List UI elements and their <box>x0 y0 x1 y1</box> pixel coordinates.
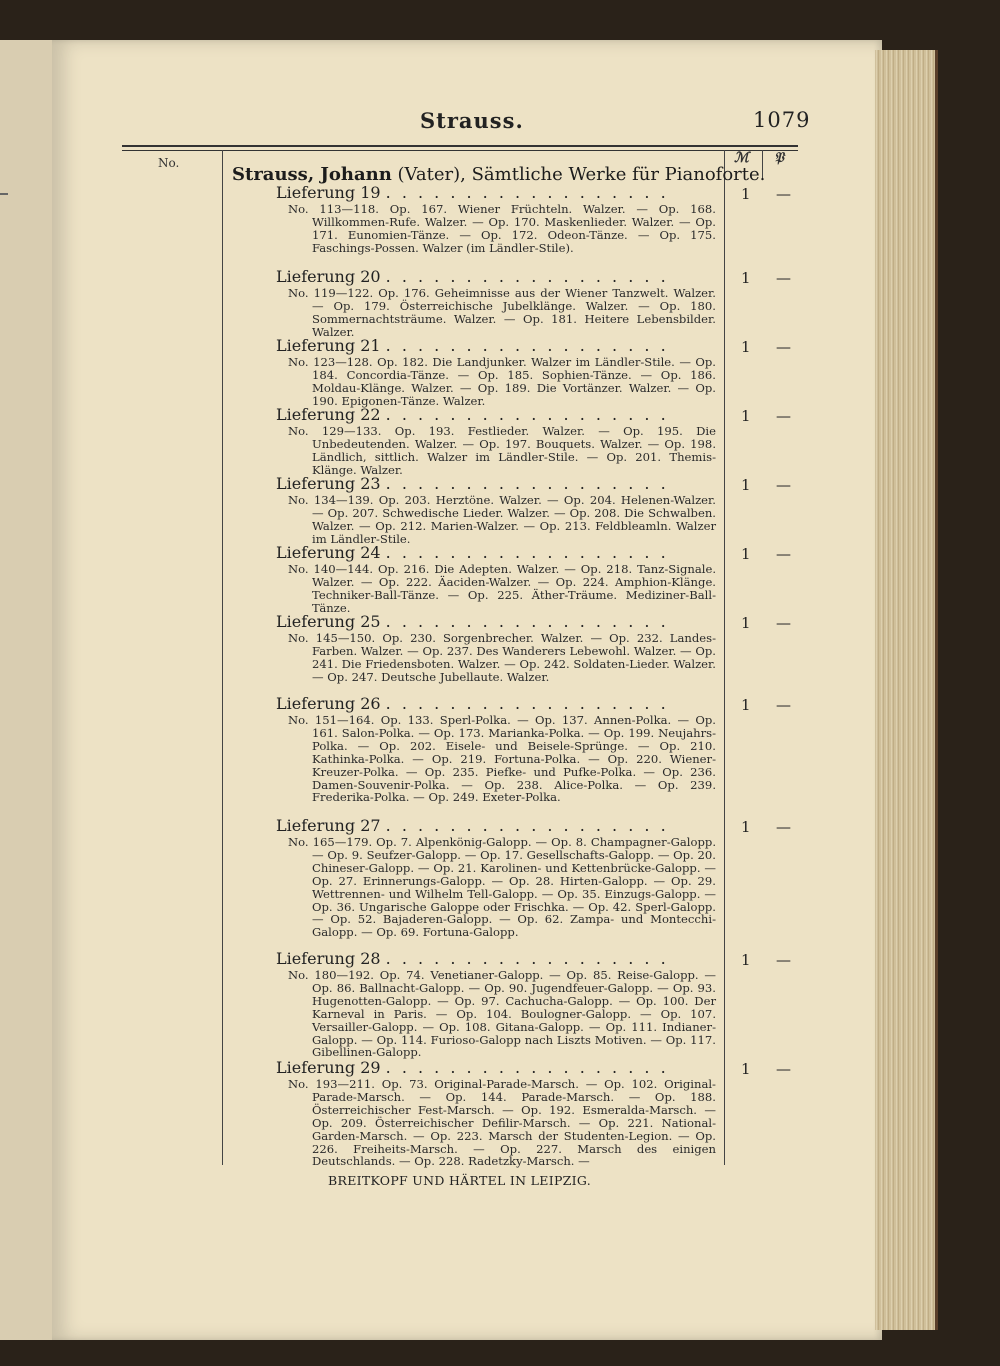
price-mark: 1 <box>741 407 751 425</box>
lieferung-label: Lieferung 23 . . . . . . . . . . . . . . . . . . <box>276 474 669 493</box>
price-mark: 1 <box>741 185 751 203</box>
lieferung-contents: No. 180—192. Op. 74. Venetianer-Galopp. — Op. 85. Reise-Galopp. — Op. 86. Ballnacht-Galopp. — Op. 90. Jugendfeuer-Galopp. — Op. 93. Hugenotten-Galopp. — Op. 97. Cachucha-Galopp. — Op. 100. Der Karneval in Paris. — Op. 104. Boulogner-Galopp. — Op. 107. Versailler-Galopp. — Op. 108. Gitana-Galopp. — Op. 111. Indianer-Galopp. — Op. 114. Furioso-Galopp nach Liszts Motiven. — Op. 117. Gibellinen-Galopp. <box>288 968 716 1060</box>
price-pfennig: — <box>776 696 791 714</box>
header-rule <box>122 145 798 147</box>
lieferung-label: Lieferung 19 . . . . . . . . . . . . . . . . . . <box>276 183 669 202</box>
price-pfennig: — <box>776 545 791 563</box>
lieferung-contents: No. 123—128. Op. 182. Die Landjunker. Walzer im Ländler-Stile. — Op. 184. Concordia-Tänze. — Op. 185. Sophien-Tänze. — Op. 186. Moldau-Klänge. Walzer. — Op. 189. Die Vortänzer. Walzer. — Op. 190. Epigonen-Tänze. Walzer. <box>288 355 716 408</box>
price-mark: 1 <box>741 476 751 494</box>
composer-name: Strauss, Johann <box>232 164 392 185</box>
composer-title <box>232 164 765 185</box>
lieferung-entry <box>276 543 716 615</box>
price-pfennig: — <box>776 476 791 494</box>
price-mark: 1 <box>741 338 751 356</box>
lieferung-entry <box>276 183 716 255</box>
column-header-no: No. <box>158 156 180 170</box>
lieferung-label: Lieferung 29 . . . . . . . . . . . . . . . . . . <box>276 1058 669 1077</box>
price-mark: 1 <box>741 818 751 836</box>
price-pfennig: — <box>776 614 791 632</box>
lieferung-label: Lieferung 25 . . . . . . . . . . . . . . . . . . <box>276 612 669 631</box>
lieferung-contents: No. 129—133. Op. 193. Festlieder. Walzer. — Op. 195. Die Unbedeutenden. Walzer. — Op. 197. Bouquets. Walzer. — Op. 198. Ländlich, sittlich. Walzer im Ländler-Stile. — Op. 201. Themis-Klänge. Walzer. <box>288 424 717 477</box>
lieferung-contents: No. 113—118. Op. 167. Wiener Früchteln. Walzer. — Op. 168. Willkommen-Rufe. Walzer. — Op. 170. Maskenlieder. Walzer. — Op. 171. Eunomien-Tänze. — Op. 172. Odeon-Tänze. — Op. 175. Faschings-Possen. Walzer (im Ländler-Stile). <box>288 202 716 255</box>
price-pfennig: — <box>776 338 791 356</box>
lieferung-contents: No. 193—211. Op. 73. Original-Parade-Marsch. — Op. 102. Original-Parade-Marsch. — Op. 144. Parade-Marsch. — Op. 188. Österreichischer Fest-Marsch. — Op. 192. Esmeralda-Marsch. — Op. 209. Österreichischer Defilir-Marsch. — Op. 221. National-Garden-Marsch. — Op. 223. Marsch der Studenten-Legion. — Op. 226. Freiheits-Marsch. — Op. 227. Marsch des einigen Deutschlands. — Op. 228. Radetzky-Marsch. — <box>288 1077 716 1169</box>
lieferung-entry <box>276 405 716 477</box>
price-mark: 1 <box>741 614 751 632</box>
price-mark: 1 <box>741 1060 751 1078</box>
lieferung-entry <box>276 267 716 339</box>
lieferung-label: Lieferung 27 . . . . . . . . . . . . . . . . . . <box>276 816 669 835</box>
lieferung-contents: No. 140—144. Op. 216. Die Adepten. Walzer. — Op. 218. Tanz-Signale. Walzer. — Op. 222. Äaciden-Walzer. — Op. 224. Amphion-Klänge. Techniker-Ball-Tänze. — Op. 225. Äther-Träume. Mediziner-Ball-Tänze. <box>288 562 717 615</box>
page-stack-edge <box>875 50 938 1330</box>
price-pfennig: — <box>776 185 791 203</box>
lieferung-label: Lieferung 28 . . . . . . . . . . . . . . . . . . <box>276 949 669 968</box>
lieferung-entry <box>276 474 716 546</box>
title-rest: (Vater), Sämtliche Werke für Pianoforte. <box>391 164 766 185</box>
lieferung-contents: No. 151—164. Op. 133. Sperl-Polka. — Op. 137. Annen-Polka. — Op. 161. Salon-Polka. — Op. 173. Marianka-Polka. — Op. 199. Neujahrs-Polka. — Op. 202. Eisele- und Beisele-Sprünge. — Op. 210. Kathinka-Polka. — Op. 219. Fortuna-Polka. — Op. 220. Wiener-Kreuzer-Polka. — Op. 235. Piefke- und Pufke-Polka. — Op. 236. Damen-Souvenir-Polka. — Op. 238. Alice-Polka. — Op. 239. Frederika-Polka. — Op. 249. Exeter-Polka. <box>288 713 716 805</box>
publisher-footer: BREITKOPF UND HÄRTEL IN LEIPZIG. <box>328 1173 591 1188</box>
lieferung-entry <box>276 949 716 1059</box>
price-mark: 1 <box>741 951 751 969</box>
lieferung-label: Lieferung 24 . . . . . . . . . . . . . . . . . . <box>276 543 669 562</box>
column-divider-price <box>724 150 725 1165</box>
lieferung-entry <box>276 694 716 804</box>
page-number: 1079 <box>753 108 811 132</box>
column-divider-left <box>222 150 223 1165</box>
header-rule-thin <box>122 150 798 151</box>
lieferung-entry <box>276 612 716 684</box>
price-pfennig: — <box>776 1060 791 1078</box>
price-pfennig: — <box>776 407 791 425</box>
lieferung-label: Lieferung 20 . . . . . . . . . . . . . . . . . . <box>276 267 669 286</box>
lieferung-contents: No. 145—150. Op. 230. Sorgenbrecher. Walzer. — Op. 232. Landes-Farben. Walzer. — Op. 237. Des Wanderers Lebewohl. Walzer. — Op. 241. Die Friedensboten. Walzer. — Op. 242. Soldaten-Lieder. Walzer. — Op. 247. Deutsche Jubellaute. Walzer. <box>288 631 716 684</box>
price-pfennig: — <box>776 818 791 836</box>
price-mark: 1 <box>741 269 751 287</box>
lieferung-label: Lieferung 21 . . . . . . . . . . . . . . . . . . <box>276 336 669 355</box>
price-pfennig: — <box>776 269 791 287</box>
lieferung-entry <box>276 816 716 939</box>
running-header: Strauss. <box>420 108 524 133</box>
column-header-pfennig: 𝔓 <box>774 150 784 166</box>
lieferung-label: Lieferung 26 . . . . . . . . . . . . . . . . . . <box>276 694 669 713</box>
lieferung-label: Lieferung 22 . . . . . . . . . . . . . . . . . . <box>276 405 669 424</box>
lieferung-entry <box>276 1058 716 1168</box>
price-mark: 1 <box>741 545 751 563</box>
lieferung-contents: No. 165—179. Op. 7. Alpenkönig-Galopp. — Op. 8. Champagner-Galopp. — Op. 9. Seufzer-Galopp. — Op. 17. Gesellschafts-Galopp. — Op. 20. Chineser-Galopp. — Op. 21. Karolinen- und Kettenbrücke-Galopp. — Op. 27. Erinnerungs-Galopp. — Op. 28. Hirten-Galopp. — Op. 29. Wettrennen- und Wilhelm Tell-Galopp. — Op. 35. Einzugs-Galopp. — Op. 36. Ungarische Galoppe oder Frischka. — Op. 42. Sperl-Galopp. — Op. 52. Bajaderen-Galopp. — Op. 62. Zampa- und Montecchi-Galopp. — Op. 69. Fortuna-Galopp. <box>288 835 716 940</box>
column-header-mark: ℳ <box>734 150 749 166</box>
lieferung-contents: No. 134—139. Op. 203. Herztöne. Walzer. — Op. 204. Helenen-Walzer. — Op. 207. Schwedische Lieder. Walzer. — Op. 208. Die Schwalben. Walzer. — Op. 212. Marien-Walzer. — Op. 213. Feldbleamln. Walzer im Ländler-Stile. <box>288 493 716 546</box>
lieferung-contents: No. 119—122. Op. 176. Geheimnisse aus der Wiener Tanzwelt. Walzer. — Op. 179. Österreichische Jubelklänge. Walzer. — Op. 180. Sommernachtsträume. Walzer. — Op. 181. Heitere Lebensbilder. Walzer. <box>288 286 716 339</box>
price-mark: 1 <box>741 696 751 714</box>
price-pfennig: — <box>776 951 791 969</box>
lieferung-entry <box>276 336 716 408</box>
